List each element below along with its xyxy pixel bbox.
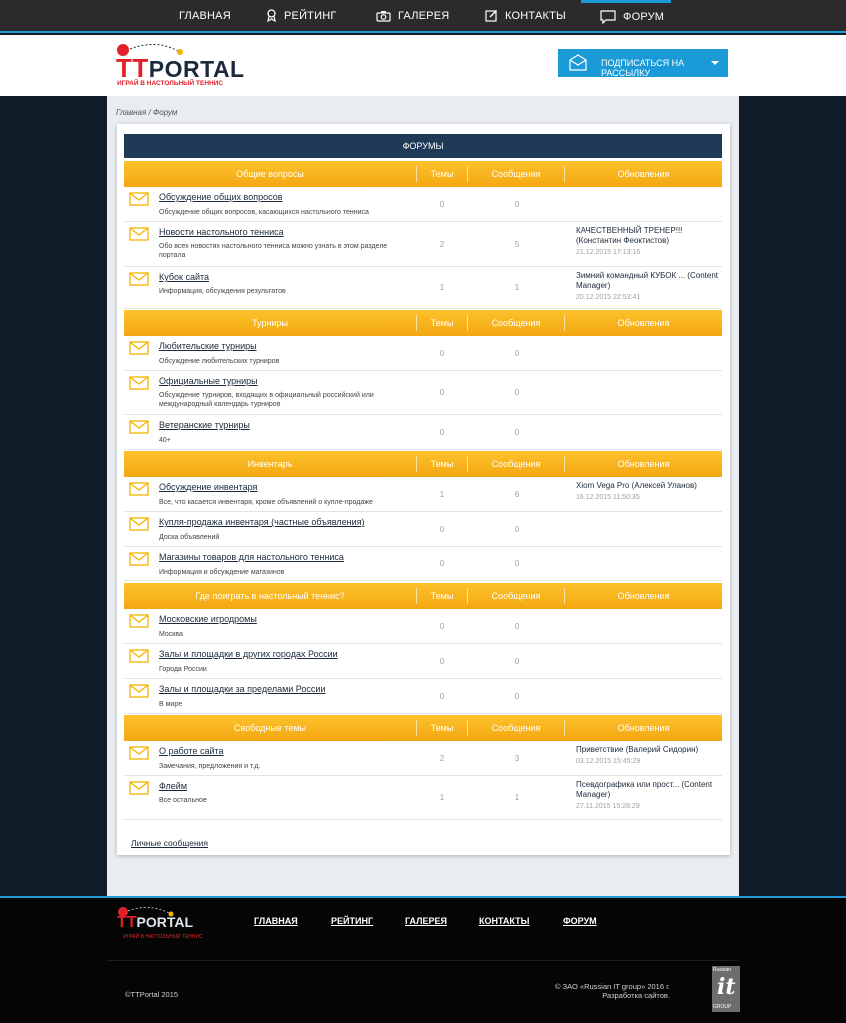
forum-description: 40+ bbox=[159, 437, 171, 444]
breadcrumb[interactable]: Главная / Форум bbox=[116, 108, 178, 117]
section-title[interactable]: Свободные темы bbox=[233, 723, 307, 733]
footer-nav-rating[interactable]: РЕЙТИНГ bbox=[331, 916, 374, 926]
column-updates: Обновления bbox=[617, 169, 670, 179]
envelope-icon bbox=[129, 517, 149, 536]
messages-count: 0 bbox=[514, 349, 520, 358]
nav-gallery[interactable] bbox=[376, 0, 449, 31]
last-post-link[interactable]: Xiom Vega Pro (Алексей Уланов) bbox=[576, 481, 697, 490]
envelope-icon bbox=[129, 649, 149, 668]
copyright: ©TTPortal 2015 bbox=[125, 990, 179, 999]
section-title[interactable]: Где поиграть в настольный теннис? bbox=[195, 591, 345, 601]
last-post-date: 20.12.2015 22:53:41 bbox=[576, 294, 641, 301]
forums-header: ФОРУМЫ bbox=[124, 134, 722, 158]
forum-title[interactable]: Залы и площадки в других городах России bbox=[159, 649, 338, 659]
footer-logo-text: TTPORTAL bbox=[117, 914, 194, 931]
last-post-link[interactable]: Зимний командный КУБОК ... (Content Manager) bbox=[576, 271, 718, 290]
nav-contacts-label: КОНТАКТЫ bbox=[505, 9, 566, 22]
section-header bbox=[124, 161, 722, 187]
content-wrapper bbox=[107, 96, 739, 896]
section-header bbox=[124, 583, 722, 609]
nav-home-label: ГЛАВНАЯ bbox=[179, 9, 231, 22]
logo-text: TTPORTAL bbox=[116, 53, 245, 83]
nav-home[interactable] bbox=[179, 0, 231, 31]
column-messages: Сообщения bbox=[491, 723, 541, 733]
forum-description: Все остальное bbox=[159, 797, 207, 804]
envelope-icon bbox=[129, 746, 149, 765]
column-topics: Темы bbox=[430, 318, 454, 328]
top-navigation bbox=[0, 0, 846, 33]
topics-count: 0 bbox=[439, 525, 445, 534]
developer-badge[interactable] bbox=[712, 966, 740, 1012]
last-post-date: 16.12.2015 11:50:35 bbox=[576, 494, 640, 501]
forum-row bbox=[124, 267, 722, 309]
last-post-link[interactable]: Приветствие (Валерий Сидорин) bbox=[576, 745, 699, 754]
envelope-icon bbox=[129, 552, 149, 571]
messages-count: 0 bbox=[514, 622, 520, 631]
last-update bbox=[576, 481, 726, 503]
forum-row bbox=[124, 741, 722, 776]
logo-tagline: ИГРАЙ В НАСТОЛЬНЫЙ ТЕННИС bbox=[117, 80, 224, 87]
camera-icon bbox=[376, 10, 391, 22]
section-header bbox=[124, 715, 722, 741]
last-update bbox=[576, 271, 726, 303]
topics-count: 1 bbox=[439, 793, 445, 802]
envelope-icon bbox=[129, 684, 149, 703]
topics-count: 0 bbox=[439, 388, 445, 397]
column-topics: Темы bbox=[430, 459, 454, 469]
column-updates: Обновления bbox=[617, 459, 670, 469]
forum-row bbox=[124, 679, 722, 714]
forum-description: Доска объявлений bbox=[159, 534, 220, 541]
messages-count: 1 bbox=[514, 793, 520, 802]
topics-count: 0 bbox=[439, 349, 445, 358]
forum-title[interactable]: Московские игродромы bbox=[159, 614, 257, 624]
forum-row bbox=[124, 776, 722, 820]
private-messages-link[interactable]: Личные сообщения bbox=[131, 838, 208, 848]
forum-description: Обсуждение турниров, входящих в официальный российский или международный календарь турниров bbox=[159, 392, 374, 408]
section-title[interactable]: Инвентарь bbox=[247, 459, 293, 469]
messages-count: 5 bbox=[514, 240, 520, 249]
forum-title[interactable]: Купля-продажа инвентаря (частные объявления) bbox=[159, 517, 365, 527]
badge-bottom: GROUP bbox=[713, 1004, 732, 1010]
topics-count: 0 bbox=[439, 692, 445, 701]
nav-rating[interactable] bbox=[266, 0, 337, 31]
topics-count: 0 bbox=[439, 559, 445, 568]
subscribe-label: ПОДПИСАТЬСЯ НА РАССЫЛКУ bbox=[601, 58, 685, 78]
forum-description: Города России bbox=[159, 666, 207, 673]
forum-title[interactable]: Залы и площадки за пределами России bbox=[159, 684, 326, 694]
footer-logo[interactable] bbox=[117, 906, 207, 942]
column-updates: Обновления bbox=[617, 723, 670, 733]
topics-count: 0 bbox=[439, 200, 445, 209]
award-icon bbox=[266, 9, 277, 22]
edit-icon bbox=[485, 9, 498, 22]
forum-title[interactable]: Ветеранские турниры bbox=[159, 420, 250, 430]
chat-icon bbox=[600, 10, 616, 24]
footer-nav-home[interactable]: ГЛАВНАЯ bbox=[254, 916, 298, 926]
forum-row bbox=[124, 609, 722, 644]
topics-count: 0 bbox=[439, 622, 445, 631]
nav-contacts[interactable] bbox=[485, 0, 566, 31]
footer-logo-tagline: ИГРАЙ В НАСТОЛЬНЫЙ ТЕННИС bbox=[123, 934, 203, 940]
forum-panel bbox=[117, 124, 730, 855]
forum-title[interactable]: Кубок сайта bbox=[159, 272, 210, 282]
section-header bbox=[124, 310, 722, 336]
forum-description: Москва bbox=[159, 631, 183, 638]
forum-description: Обсуждение любительских турниров bbox=[159, 358, 280, 365]
column-messages: Сообщения bbox=[491, 318, 541, 328]
forum-title[interactable]: Обсуждение инвентаря bbox=[159, 482, 258, 492]
forum-description: Обо всех новостях настольного тенниса можно узнать в этом разделе портала bbox=[159, 243, 388, 259]
last-post-date: 03.12.2015 15:45:29 bbox=[576, 758, 641, 765]
forum-row bbox=[124, 222, 722, 267]
nav-forum[interactable] bbox=[581, 0, 671, 31]
topics-count: 2 bbox=[439, 754, 445, 763]
forum-description: Все, что касается инвентаря, кроме объявлений о купле-продаже bbox=[159, 499, 373, 506]
column-topics: Темы bbox=[430, 169, 454, 179]
messages-count: 0 bbox=[514, 657, 520, 666]
forum-description: Обсуждение общих вопросов, касающихся настольного тенниса bbox=[159, 209, 369, 216]
forum-title[interactable]: Любительские турниры bbox=[159, 341, 257, 351]
site-logo[interactable] bbox=[114, 43, 244, 89]
forum-row bbox=[124, 415, 722, 450]
footer-nav-forum[interactable]: ФОРУМ bbox=[563, 916, 597, 926]
section-title[interactable]: Турниры bbox=[252, 318, 288, 328]
forum-description: Информация и обсуждение магазинов bbox=[159, 569, 285, 576]
column-updates: Обновления bbox=[617, 591, 670, 601]
footer-nav-gallery[interactable]: ГАЛЕРЕЯ bbox=[405, 916, 447, 926]
topics-count: 1 bbox=[439, 490, 445, 499]
last-post-date: 21.12.2015 17:13:16 bbox=[576, 249, 641, 256]
envelope-icon bbox=[129, 376, 149, 395]
topics-count: 0 bbox=[439, 428, 445, 437]
forum-row bbox=[124, 547, 722, 581]
messages-count: 1 bbox=[514, 283, 520, 292]
envelope-icon bbox=[129, 420, 149, 439]
envelope-icon bbox=[129, 341, 149, 360]
last-post-link[interactable]: Псевдографика или прост... (Content Manager) bbox=[576, 780, 713, 799]
nav-gallery-label: ГАЛЕРЕЯ bbox=[398, 9, 450, 22]
forum-row bbox=[124, 512, 722, 547]
envelope-icon bbox=[129, 227, 149, 246]
last-post-date: 27.11.2015 15:28:29 bbox=[576, 803, 640, 810]
badge-top: Russian bbox=[713, 967, 732, 973]
forum-description: Информация, обсуждения результатов bbox=[159, 288, 286, 295]
footer-divider bbox=[107, 960, 739, 961]
messages-count: 0 bbox=[514, 388, 520, 397]
column-updates: Обновления bbox=[617, 318, 670, 328]
forum-title[interactable]: Флейм bbox=[159, 781, 188, 791]
column-messages: Сообщения bbox=[491, 459, 541, 469]
developer-credit bbox=[540, 982, 670, 1000]
subscribe-button[interactable] bbox=[558, 49, 728, 77]
forum-description: В мире bbox=[159, 701, 183, 708]
envelope-icon bbox=[129, 192, 149, 211]
forum-description: Замечания, предложения и т.д. bbox=[159, 763, 261, 770]
footer-nav-contacts[interactable]: КОНТАКТЫ bbox=[479, 916, 530, 926]
forum-row bbox=[124, 336, 722, 371]
messages-count: 0 bbox=[514, 692, 520, 701]
column-topics: Темы bbox=[430, 591, 454, 601]
last-update bbox=[576, 780, 726, 812]
dev-credit[interactable]: Разработка сайтов. bbox=[602, 991, 670, 1000]
envelope-icon bbox=[129, 272, 149, 291]
forum-row bbox=[124, 187, 722, 222]
messages-count: 0 bbox=[514, 200, 520, 209]
company-credit: © ЗАО «Russian IT group» 2016 г. bbox=[555, 982, 670, 991]
mail-icon bbox=[568, 54, 588, 71]
section-header bbox=[124, 451, 722, 477]
forum-row bbox=[124, 644, 722, 679]
site-header bbox=[0, 35, 846, 96]
forum-row bbox=[124, 371, 722, 415]
nav-rating-label: РЕЙТИНГ bbox=[284, 9, 337, 22]
last-post-link[interactable]: КАЧЕСТВЕННЫЙ ТРЕНЕР!!! (Константин Феоктистов) bbox=[576, 226, 683, 245]
forum-title[interactable]: Официальные турниры bbox=[159, 376, 258, 386]
messages-count: 3 bbox=[514, 754, 520, 763]
section-title[interactable]: Общие вопросы bbox=[236, 169, 304, 179]
column-messages: Сообщения bbox=[491, 169, 541, 179]
topics-count: 2 bbox=[439, 240, 445, 249]
topics-count: 1 bbox=[439, 283, 445, 292]
topics-count: 0 bbox=[439, 657, 445, 666]
last-update bbox=[576, 745, 726, 767]
forum-row bbox=[124, 477, 722, 512]
badge-mid: it bbox=[717, 974, 736, 1000]
column-topics: Темы bbox=[430, 723, 454, 733]
envelope-icon bbox=[129, 482, 149, 501]
forum-title[interactable]: Магазины товаров для настольного тенниса bbox=[159, 552, 344, 562]
site-footer bbox=[0, 896, 846, 1023]
forum-title[interactable]: Новости настольного тенниса bbox=[159, 227, 284, 237]
messages-count: 0 bbox=[514, 428, 520, 437]
nav-forum-label: ФОРУМ bbox=[623, 11, 665, 23]
messages-count: 6 bbox=[514, 490, 520, 499]
forum-title[interactable]: Обсуждение общих вопросов bbox=[159, 192, 283, 202]
envelope-icon bbox=[129, 614, 149, 633]
envelope-icon bbox=[129, 781, 149, 800]
column-messages: Сообщения bbox=[491, 591, 541, 601]
messages-count: 0 bbox=[514, 559, 520, 568]
chevron-down-icon[interactable] bbox=[711, 61, 719, 65]
forum-title[interactable]: О работе сайта bbox=[159, 746, 224, 756]
messages-count: 0 bbox=[514, 525, 520, 534]
last-update bbox=[576, 226, 726, 258]
